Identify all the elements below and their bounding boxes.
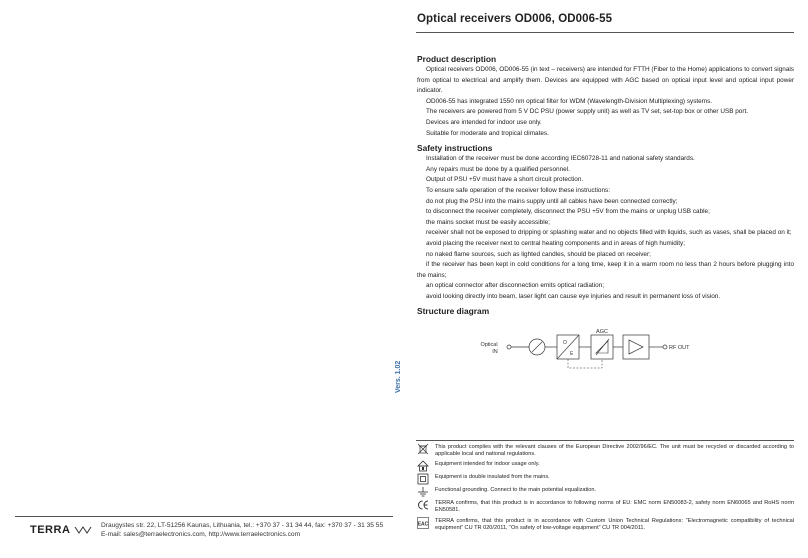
cert-weee [417,443,794,459]
main-content [417,54,794,317]
safety-instructions-heading: Safety instructions [417,143,493,154]
logo-mark-icon [74,526,92,534]
safety-paragraph: Output of PSU +5V must have a short circuit protection. [426,176,584,184]
footer-email[interactable]: E-mail: sales@terraelectronics.com, http://www.terraelectronics.com [101,530,301,538]
agc-feedback-line [568,359,602,368]
product-description-paragraph: Suitable for moderate and tropical climates. [426,129,549,137]
cert-text: Equipment is double insulated from the mains. [435,474,550,480]
optical-input-label: Optical [480,342,498,348]
safety-paragraph: Any repairs must be done by a qualified personnel. [426,165,570,173]
structure-diagram-heading: Structure diagram [417,306,490,317]
safety-paragraph: receiver shall not be exposed to dripping or splashing water and no objects filled with liquids, such as vases, shall be placed on it; [426,229,792,237]
version-label: Vers. 1.02 [395,360,402,393]
optical-input-label-in: IN [492,349,498,355]
safety-paragraph: no naked flame sources, such as lighted candles, should be placed on receiver; [426,250,651,258]
safety-paragraph: avoid placing the receiver next to central heating components and in areas of high humidity; [426,239,685,247]
footer-contact [101,522,383,539]
rf-out-label: RF OUT [669,345,690,351]
safety-paragraph: the mains socket must be easily accessible; [426,218,550,226]
safety-paragraph: To ensure safe operation of the receiver follow these instructions: [426,186,611,194]
double-insulation-icon [417,473,429,485]
safety-paragraph: Installation of the receiver must be done according IEC60728-11 and national safety standards. [426,155,695,163]
certification-divider [416,440,794,441]
product-description-paragraph: Devices are intended for indoor use only. [426,118,542,126]
svg-text:E: E [570,351,574,357]
header-divider [416,32,794,33]
product-description-heading: Product description [417,54,497,64]
cert-grounding [417,486,794,498]
cert-ce [417,499,794,515]
safety-paragraph: do not plug the PSU into the mains supply until all cables have been connected correctly; [426,197,678,205]
weee-bin-icon [417,443,429,455]
product-description-paragraph: The receivers are powered from 5 V DC PSU (power supply unit) as well as TV set, set-top box or other USB port. [426,108,749,116]
cert-text: TERRA confirms, that this product is in accordance to following norms of EU: EMC norm EN50083-2, safety norm EN60065 and RoHS norm EN50581. [435,500,794,513]
cert-text: Equipment intended for indoor usage only. [435,461,540,467]
safety-paragraph: an optical connector after disconnection emits optical radiation; [426,282,604,290]
cert-double-insulation [417,473,794,485]
ground-icon [417,486,429,498]
safety-paragraph: avoid looking directly into beam, laser light can cause eye injuries and result in permanent loss of vision. [426,292,721,300]
svg-text:EAC: EAC [417,521,429,528]
page-title: Optical receivers OD006, OD006-55 [417,13,613,25]
terra-logo: TERRA [30,524,92,536]
rf-amplifier [623,335,649,359]
indoor-use-icon [417,460,429,472]
output-connector [663,345,667,349]
input-connector [507,345,511,349]
svg-text:O: O [563,340,567,346]
eac-mark-icon [417,517,429,529]
cert-indoor [417,460,794,472]
safety-paragraph: if the receiver has been kept in cold conditions for a long time, keep it in a warm room no less than 2 hours before plugging into the mains; [417,261,794,279]
footer-address: Draugystes str. 22, LT-51256 Kaunas, Lithuania, tel.: +370 37 - 31 34 44, fax: +370 37 - 31 35 55 [101,522,384,529]
cert-text: This product complies with the relevant clauses of the European Directive 2002/96/EC. The unit must be recycled or discarded according to applicable local and national regulations. [435,444,794,457]
agc-label: AGC [596,329,608,335]
cert-eac [417,517,794,533]
safety-paragraph: to disconnect the receiver completely, disconnect the PSU +5V from the mains or unplug USB cable; [426,208,710,216]
product-description-paragraph: OD006-55 has integrated 1550 nm optical filter for WDM (Wavelength-Division Multiplexing) systems. [426,97,713,105]
ce-mark-icon [417,499,429,511]
cert-text: Functional grounding. Connect to the main potential equalization. [435,487,597,493]
cert-text: TERRA confirms, that this product is in accordance with Custom Union Technical Regulations: “Electromagnetic compatibility of technical equipment” CU TR 020/2011, “On safety of low-voltage equipment” CU TR 004/2011. [435,518,794,531]
structure-diagram [480,322,715,382]
product-description-paragraph: Optical receivers OD006, OD006-55 (in text – receivers) are intended for FTTH (Fiber to the Home) applications to convert signals from optical to electrical and amplify them. Devices are equipped with AGC based on optical input level and optical input power indicator. [417,66,794,95]
footer-divider [15,516,393,517]
